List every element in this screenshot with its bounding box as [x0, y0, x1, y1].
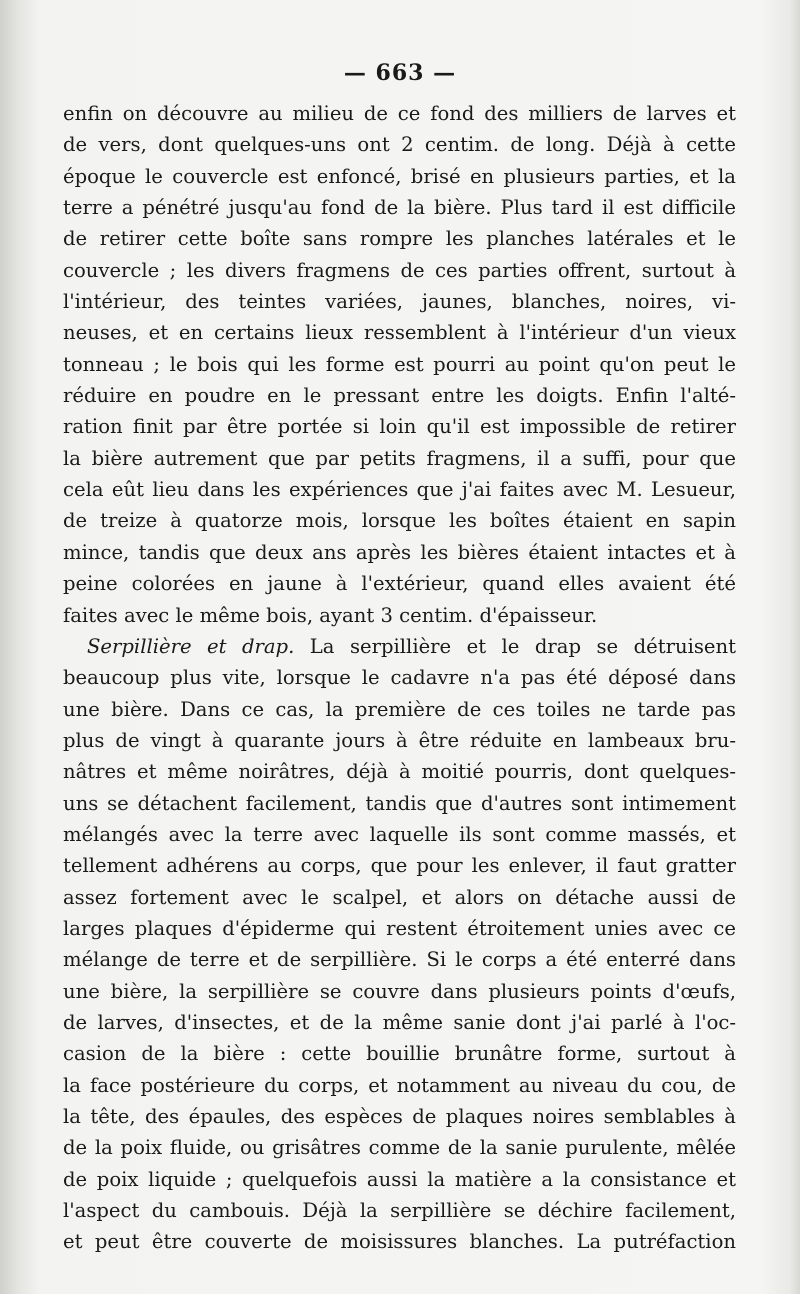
text-line: réduire en poudre en le pressant entre les doigts. Enfin l'alté-: [63, 384, 736, 408]
text-line: de poix liquide ; quelquefois aussi la matière a la consistance et: [63, 1167, 736, 1191]
text-line: de retirer cette boîte sans rompre les planches latérales et le: [63, 227, 736, 251]
text-line: nâtres et même noirâtres, déjà à moitié pourris, dont quelques-: [63, 760, 736, 784]
text-line: la bière autrement que par petits fragmens, il a suffi, pour que: [63, 446, 736, 470]
text-line: larges plaques d'épiderme qui restent étroitement unies avec ce: [63, 916, 736, 940]
paragraph-2-first-line: [63, 631, 736, 662]
text-line: ration finit par être portée si loin qu'il est impossible de retirer: [63, 415, 736, 439]
text-line: terre a pénétré jusqu'au fond de la bière. Plus tard il est difficile: [63, 196, 736, 220]
text-line: plus de vingt à quarante jours à être réduite en lambeaux bru-: [63, 728, 736, 752]
body-text: [63, 98, 736, 1258]
text-line: la face postérieure du corps, et notamment au niveau du cou, de: [63, 1073, 736, 1097]
text-line: peine colorées en jaune à l'extérieur, quand elles avaient été: [63, 572, 736, 596]
text-line: de vers, dont quelques-uns ont 2 centim. de long. Déjà à cette: [63, 133, 736, 157]
text-line: de larves, d'insectes, et de la même sanie dont j'ai parlé à l'oc-: [63, 1010, 736, 1034]
text-line: assez fortement avec le scalpel, et alors on détache aussi de: [63, 885, 736, 909]
text-line: uns se détachent facilement, tandis que d'autres sont intimement: [63, 791, 736, 815]
text-line: mélange de terre et de serpillière. Si le corps a été enterré dans: [63, 948, 736, 972]
text-line: une bière, la serpillière se couvre dans plusieurs points d'œufs,: [63, 979, 736, 1003]
text-line: l'intérieur, des teintes variées, jaunes, blanches, noires, vi-: [63, 290, 736, 314]
text-line: et peut être couverte de moisissures blanches. La putréfaction: [63, 1230, 736, 1254]
text-line: casion de la bière : cette bouillie brunâtre forme, surtout à: [63, 1042, 736, 1066]
text-line: tonneau ; le bois qui les forme est pourri au point qu'on peut le: [63, 352, 736, 376]
text-line: couvercle ; les divers fragmens de ces parties offrent, surtout à: [63, 258, 736, 282]
section-heading: Serpillière et drap.: [87, 634, 295, 658]
page-number: — 663 —: [343, 60, 457, 86]
text-line: beaucoup plus vite, lorsque le cadavre n'a pas été déposé dans: [63, 666, 736, 690]
text-line: mélangés avec la terre avec laquelle ils sont comme massés, et: [63, 822, 736, 846]
text-line: enfin on découvre au milieu de ce fond des milliers de larves et: [63, 102, 736, 125]
text-fragment: La serpillière et le drap se détruisent: [294, 634, 736, 658]
text-line: de la poix fluide, ou grisâtres comme de la sanie purulente, mêlée: [63, 1136, 736, 1160]
text-line: la tête, des épaules, des espèces de plaques noires semblables à: [63, 1105, 736, 1128]
text-line: mince, tandis que deux ans après les bières étaient intactes et à: [63, 540, 736, 564]
text-line: l'aspect du cambouis. Déjà la serpillière se déchire facilement,: [63, 1199, 736, 1223]
text-line: neuses, et en certains lieux ressemblent à l'intérieur d'un vieux: [63, 321, 736, 345]
text-line: tellement adhérens au corps, que pour les enlever, il faut gratter: [63, 854, 736, 878]
text-line: époque le couvercle est enfoncé, brisé en plusieurs parties, et la: [63, 164, 736, 188]
text-line: de treize à quatorze mois, lorsque les boîtes étaient en sapin: [63, 509, 736, 533]
text-line: cela eût lieu dans les expériences que j'ai faites avec M. Lesueur,: [63, 478, 736, 502]
text-line: une bière. Dans ce cas, la première de ces toiles ne tarde pas: [63, 697, 736, 721]
text-line: faites avec le même bois, ayant 3 centim. d'épaisseur.: [63, 603, 598, 627]
